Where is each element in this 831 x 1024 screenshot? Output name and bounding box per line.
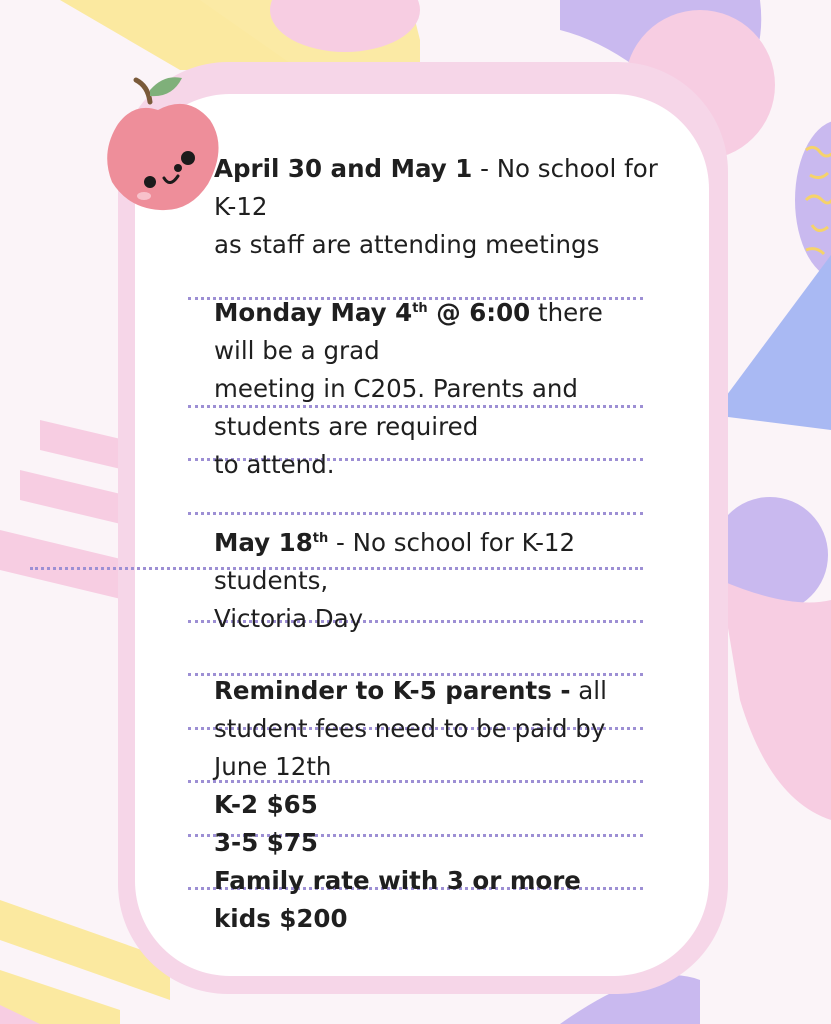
announcement-text: - No school for K-12 [214, 154, 658, 221]
announcement-time: @ 6:00 [427, 298, 531, 327]
announcement-text: all student fees need to be paid by June 12th [214, 676, 607, 781]
date-suffix: th [412, 300, 428, 316]
announcement-text: there will be a grad [214, 298, 603, 365]
announcement-1 [214, 150, 684, 226]
announcement-text: meeting in C205. Parents and students are required [214, 374, 578, 441]
announcement-text: - No school for K-12 students, [214, 528, 576, 595]
announcement-date: Monday May 4 [214, 298, 413, 327]
fee-k2: K-2 $65 [214, 790, 318, 819]
announcement-date: May 18 [214, 528, 313, 557]
announcement-date: April 30 and May 1 [214, 154, 473, 183]
announcement-4 [214, 672, 639, 786]
announcements-list [214, 150, 684, 938]
announcement-3 [214, 524, 684, 600]
announcement-2 [214, 294, 614, 370]
announcement-text: as staff are attending meetings [214, 230, 600, 259]
date-suffix: th [312, 530, 329, 546]
announcement-heading: Reminder to K-5 parents - [214, 676, 571, 705]
fee-family: Family rate with 3 or more kids $200 [214, 866, 581, 933]
announcement-text: Victoria Day [214, 604, 364, 633]
announcement-text: to attend. [214, 450, 335, 479]
fee-3-5: 3-5 $75 [214, 828, 318, 857]
